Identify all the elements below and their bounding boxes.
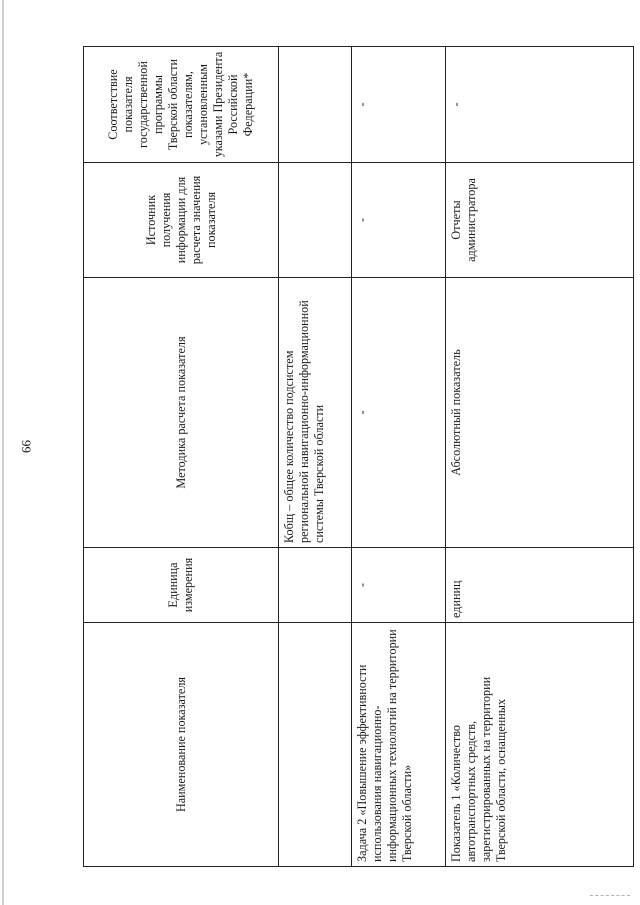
cell-unit: - — [352, 548, 446, 623]
header-unit: Единица измерения — [84, 548, 279, 623]
cell-compliance: - — [352, 47, 446, 163]
cell-source: Отчеты администратора — [446, 163, 634, 278]
scan-artifact-line — [590, 895, 630, 897]
cell-method: Абсолютный показатель — [446, 278, 634, 548]
cell-name: Показатель 1 «Количество автотранспортных средств, зарегистрированных на территории Тверской области, оснащенных — [446, 623, 634, 867]
cell-source: - — [352, 163, 446, 278]
table-row — [279, 47, 352, 867]
table-row — [352, 47, 446, 867]
header-source: Источник получения информации для расчета значения показателя — [84, 163, 279, 278]
cell-method: Кобщ – общее количество подсистем региональной навигационно-информационной системы Тверской области — [279, 278, 352, 548]
cell-compliance: - — [446, 47, 634, 163]
table-header-row — [84, 47, 279, 867]
cell-source — [279, 163, 352, 278]
cell-method: - — [352, 278, 446, 548]
header-indicator-name: Наименование показателя — [84, 623, 279, 867]
cell-unit — [279, 548, 352, 623]
indicators-table — [83, 46, 634, 867]
rotated-table-wrapper — [83, 47, 633, 867]
header-compliance: Соответствие показателя государственной программы Тверской области показателям, установленным указами Президента Российской Федерации* — [84, 47, 279, 163]
scan-edge — [2, 0, 4, 905]
table-row — [446, 47, 634, 867]
cell-name: Задача 2 «Повышение эффективности использования навигационно-информационных технологий на территории Тверской области» — [352, 623, 446, 867]
header-method: Методика расчета показателя — [84, 278, 279, 548]
cell-name — [279, 623, 352, 867]
page-number: 99 — [19, 440, 34, 453]
cell-unit: единиц — [446, 548, 634, 623]
cell-compliance — [279, 47, 352, 163]
